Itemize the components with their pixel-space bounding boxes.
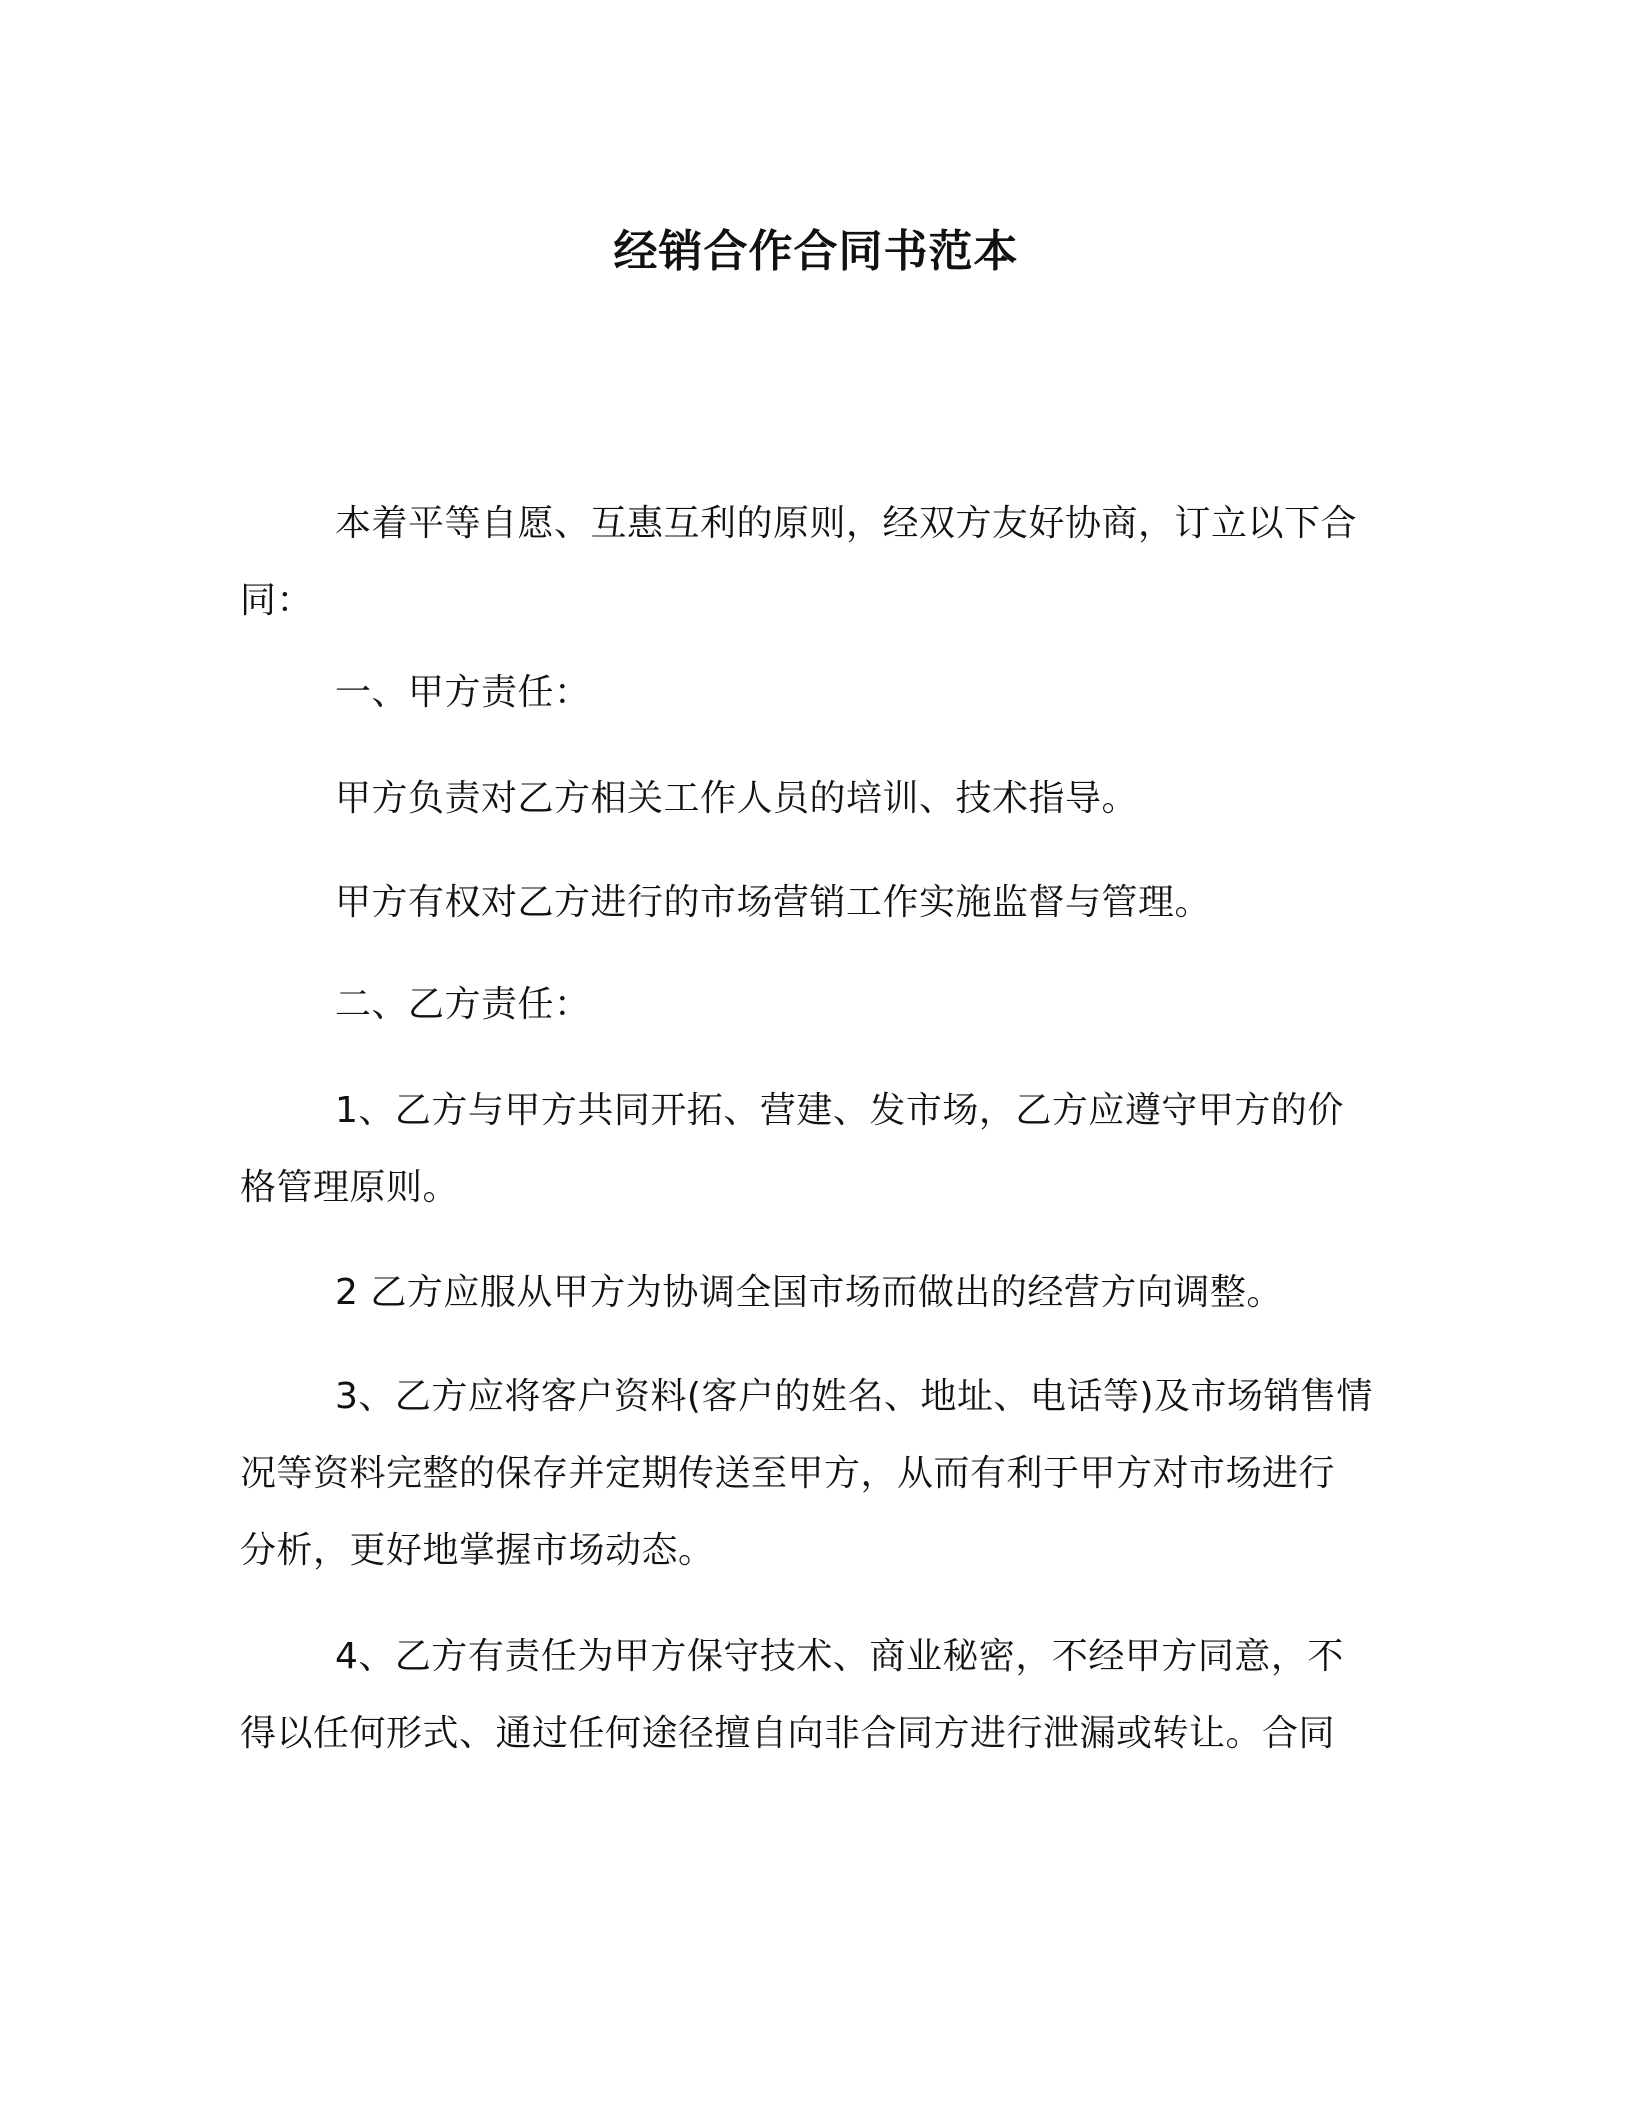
paragraph-line: 格管理原则。 xyxy=(240,1167,460,1208)
paragraph-clause-3 xyxy=(240,1358,1390,1589)
paragraph-line: 4、乙方有责任为甲方保守技术、商业秘密，不经甲方同意，不 xyxy=(335,1636,1344,1677)
section-heading-party-a xyxy=(240,654,1390,731)
paragraph-line: 二、乙方责任： xyxy=(335,984,591,1025)
section-heading-party-b xyxy=(240,966,1390,1043)
paragraph-line: 况等资料完整的保存并定期传送至甲方，从而有利于甲方对市场进行 xyxy=(240,1453,1336,1494)
paragraph-line: 同： xyxy=(240,580,314,621)
paragraph-line: 本着平等自愿、互惠互利的原则，经双方友好协商，订立以下合 xyxy=(335,503,1358,544)
paragraph-line: 一、甲方责任： xyxy=(335,672,591,713)
paragraph-line: 甲方负责对乙方相关工作人员的培训、技术指导。 xyxy=(335,778,1139,819)
paragraph-clause-1 xyxy=(240,1072,1390,1226)
paragraph-line: 3、乙方应将客户资料(客户的姓名、地址、电话等)及市场销售情 xyxy=(335,1376,1373,1417)
paragraph-preamble xyxy=(240,485,1390,639)
paragraph-party-a-training xyxy=(240,760,1390,837)
paragraph-clause-4 xyxy=(240,1618,1390,1772)
paragraph-line: 1、乙方与甲方共同开拓、营建、发市场，乙方应遵守甲方的价 xyxy=(335,1090,1344,1131)
paragraph-line: 2 乙方应服从甲方为协调全国市场而做出的经营方向调整。 xyxy=(335,1272,1283,1313)
paragraph-party-a-supervision xyxy=(240,864,1390,941)
paragraph-line: 甲方有权对乙方进行的市场营销工作实施监督与管理。 xyxy=(335,882,1212,923)
paragraph-line: 得以任何形式、通过任何途径擅自向非合同方进行泄漏或转让。合同 xyxy=(240,1713,1336,1754)
document-title: 经销合作合同书范本 xyxy=(613,226,1019,277)
paragraph-clause-2 xyxy=(240,1254,1390,1331)
paragraph-line: 分析，更好地掌握市场动态。 xyxy=(240,1530,715,1571)
